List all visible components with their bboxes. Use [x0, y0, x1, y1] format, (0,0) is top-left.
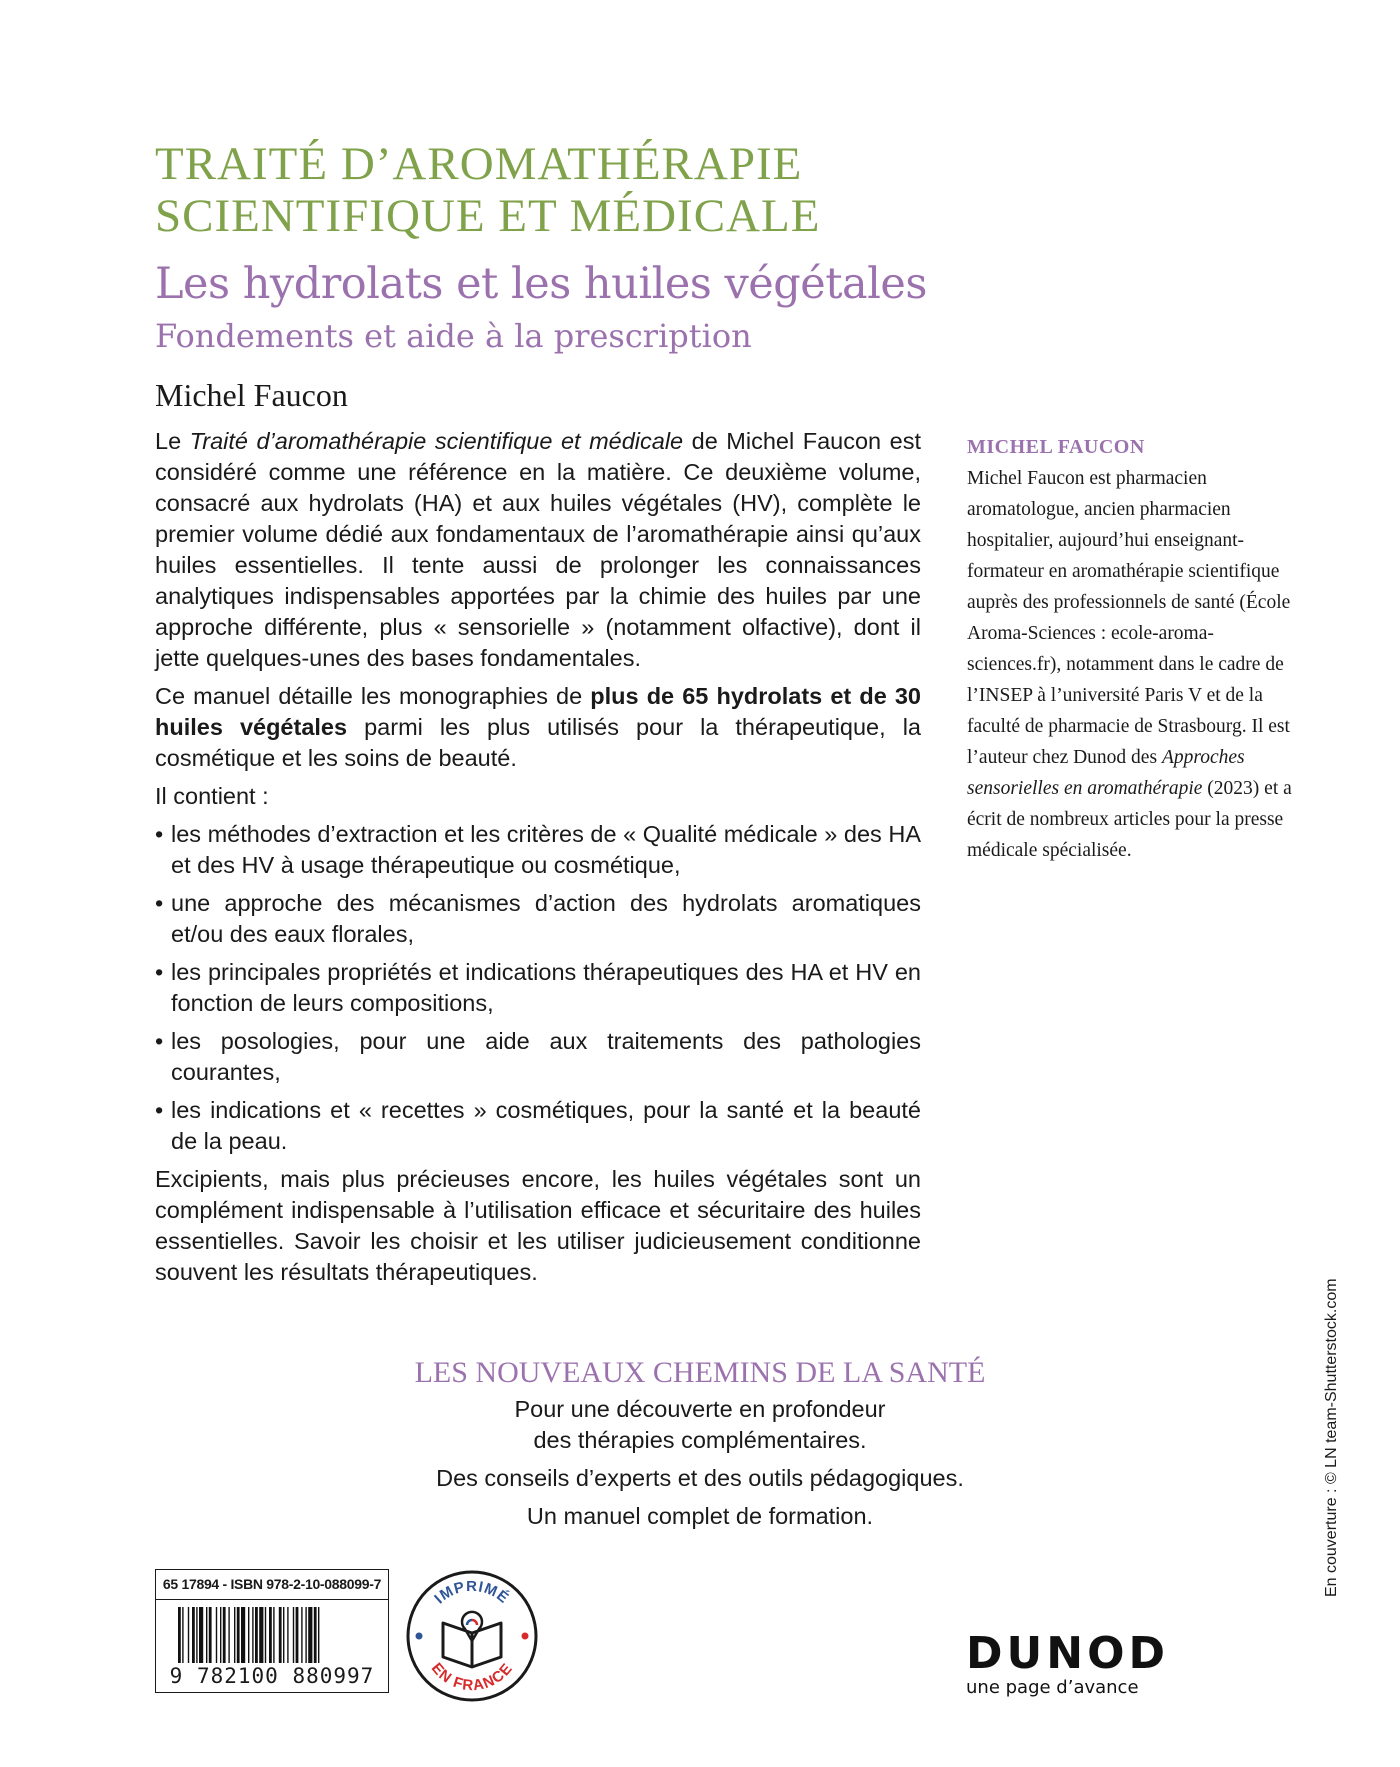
bullet-icon: •: [155, 1097, 164, 1123]
barcode-digits: 9 782100 880997: [169, 1664, 375, 1688]
work-title: Approches sensorielles en aromathérapie: [967, 747, 1245, 799]
barcode-bar: [273, 1607, 274, 1663]
list-item-text: une approche des mécanismes d’action des hydrolats aromatiques et/ou des eaux florales,: [171, 890, 921, 947]
barcode-bar: [305, 1607, 306, 1663]
publisher-tagline: une page d’avance: [966, 1677, 1139, 1698]
list-item: [155, 1095, 921, 1157]
barcode-bar: [196, 1607, 197, 1663]
text-run: Michel Faucon est pharmacien aromatologue, ancien pharmacien hospitalier, aujourd’hui enseignant-formateur en aromathérapie scientifique auprès des professionnels de santé (École Aroma-Sciences : ecole-aroma-sciences.fr), notamment dans le cadre de l’INSEP à l’université Paris V et de la faculté de pharmacie de Strasbourg. Il est l’auteur chez Dunod des: [967, 468, 1291, 768]
text-run: (2023) et a écrit de nombreux articles pour la presse médicale spécialisée.: [967, 778, 1292, 861]
barcode-bar: [314, 1607, 317, 1663]
collection-block: [360, 1354, 1040, 1539]
highlight: plus de 65 hydrolats et de 30 huiles végétales: [155, 683, 921, 740]
series-title: [155, 138, 915, 242]
series-title-line-1: TRAITÉ D’AROMATHÉRAPIE: [155, 138, 803, 190]
barcode-bar: [178, 1607, 181, 1663]
barcode-bar: [220, 1607, 221, 1663]
barcode-bar: [241, 1607, 245, 1663]
collection-line: Des conseils d’experts et des outils pédagogiques.: [436, 1465, 964, 1491]
barcode-bar: [301, 1607, 302, 1663]
paragraph-conclusion: Excipients, mais plus précieuses encore, les huiles végétales sont un complément indispensable à l’utilisation efficace et sécuritaire des huiles essentielles. Savoir les choisir et les utiliser judicieusement conditionne souvent les résultats thérapeutiques.: [155, 1166, 921, 1285]
photo-credit: En couverture : © LN team-Shutterstock.com: [1323, 1278, 1340, 1597]
collection-line: Un manuel complet de formation.: [526, 1503, 874, 1529]
list-item: [155, 888, 921, 950]
barcode-bar: [248, 1607, 249, 1663]
barcode-bar: [228, 1607, 229, 1663]
series-title-line-2: SCIENTIFIQUE ET MÉDICALE: [155, 190, 821, 242]
seal-dot-blue: [416, 1633, 423, 1640]
text-run: Ce manuel détaille les monographies de: [155, 683, 591, 709]
barcode-bar: [237, 1607, 240, 1663]
barcode-bar: [192, 1607, 195, 1663]
book-title: Les hydrolats et les huiles végétales: [155, 259, 927, 309]
barcode-bar: [293, 1607, 294, 1663]
imprime-en-france-seal-icon: [405, 1569, 539, 1703]
barcode-bar: [252, 1607, 253, 1663]
barcode-bar: [318, 1607, 319, 1663]
barcode-bar: [199, 1607, 203, 1663]
barcode-bar: [283, 1607, 284, 1663]
list-item-text: les principales propriétés et indications thérapeutiques des HA et HV en fonction de leurs compositions,: [171, 959, 921, 1016]
collection-line: [360, 1394, 1040, 1456]
barcode-bar: [209, 1607, 212, 1663]
text-run: Pour une découverte en profondeur: [514, 1396, 886, 1422]
bullet-icon: •: [155, 890, 164, 916]
collection-title: LES NOUVEAUX CHEMINS DE LA SANTÉ: [414, 1356, 986, 1389]
author-name: Michel Faucon: [155, 377, 348, 413]
text-run: Le: [155, 428, 190, 454]
text-run: de Michel Faucon est considéré comme une référence en la matière. Ce deuxième volume, consacré aux hydrolats (HA) et aux huiles végétales (HV), complète le premier volume dédié aux fondamentaux de l’aromathérapie ainsi qu’aux huiles essentielles. Il tente aussi de prolonger les connaissances analytiques indispensables apportées par la chimie des huiles par une approche différente, plus « sensorielle » (notamment olfactive), dont il jette quelques-unes des bases fondamentales.: [155, 428, 921, 671]
barcode-bar: [265, 1607, 266, 1663]
barcode-bar: [206, 1607, 207, 1663]
text-run: des thérapies complémentaires.: [533, 1427, 867, 1453]
bio-heading: MICHEL FAUCON: [967, 436, 1145, 458]
text-run: parmi les plus utilisés pour la thérapeutique, la cosmétique et les soins de beauté.: [155, 714, 921, 771]
seal-bottom-text: EN FRANCE: [427, 1659, 517, 1695]
list-item-text: les méthodes d’extraction et les critères de « Qualité médicale » des HA et des HV à usage thérapeutique ou cosmétique,: [171, 821, 921, 878]
list-item-text: les indications et « recettes » cosmétiques, pour la santé et la beauté de la peau.: [171, 1097, 921, 1154]
barcode-icon: [178, 1607, 368, 1663]
publisher-logo: [966, 1628, 1170, 1698]
publisher-name: DUNOD: [966, 1628, 1170, 1679]
description: [155, 426, 921, 1295]
work-title: Traité d’aromathérapie scientifique et médicale: [189, 428, 684, 454]
isbn-barcode: [155, 1569, 389, 1693]
barcode-bar: [296, 1607, 299, 1663]
barcode-bar: [223, 1607, 226, 1663]
bio-text: [967, 463, 1302, 866]
barcode-bar: [234, 1607, 235, 1663]
paragraph-contents: [155, 681, 921, 774]
bullet-icon: •: [155, 821, 164, 847]
barcode-bar: [182, 1607, 183, 1663]
barcode-bar: [259, 1607, 263, 1663]
barcode-bar: [216, 1607, 217, 1663]
barcode-bar: [279, 1607, 282, 1663]
paragraph-intro: [155, 426, 921, 674]
isbn-code: 65 17894 - ISBN 978-2-10-088099-7: [156, 1570, 388, 1600]
seal-dot-red: [522, 1633, 529, 1640]
book-subtitle: Fondements et aide à la prescription: [155, 317, 752, 355]
barcode-bar: [188, 1607, 189, 1663]
list-item: [155, 957, 921, 1019]
list-item-text: les posologies, pour une aide aux traitements des pathologies courantes,: [171, 1028, 921, 1085]
barcode-bar: [269, 1607, 272, 1663]
list-item: [155, 1026, 921, 1088]
barcode-bar: [308, 1607, 312, 1663]
barcode-bar: [255, 1607, 258, 1663]
list-intro: Il contient :: [155, 783, 269, 809]
author-bio: [967, 432, 1302, 866]
bullet-icon: •: [155, 1028, 164, 1054]
list-item: [155, 819, 921, 881]
bullet-icon: •: [155, 959, 164, 985]
barcode-bar: [287, 1607, 288, 1663]
seal-top-text: IMPRIMÉ: [431, 1578, 513, 1608]
contents-list: [155, 819, 921, 1157]
